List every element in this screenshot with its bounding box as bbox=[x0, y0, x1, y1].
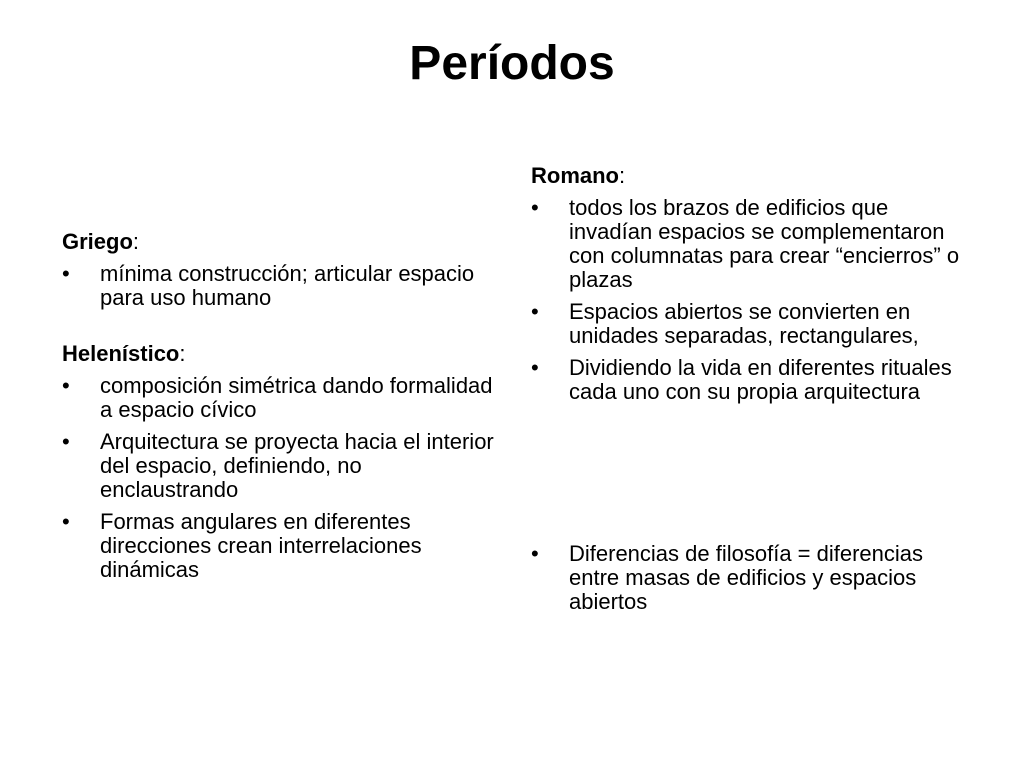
section-heading bbox=[62, 342, 502, 366]
right-column bbox=[531, 164, 961, 634]
bullet-icon: • bbox=[531, 195, 539, 220]
slide-title: Períodos bbox=[409, 37, 615, 90]
heading-colon: : bbox=[179, 341, 186, 366]
section-heading bbox=[531, 164, 961, 188]
heading-colon: : bbox=[132, 229, 140, 254]
bullet-list bbox=[531, 196, 961, 614]
bullet-icon: • bbox=[62, 509, 70, 534]
section-heading bbox=[62, 230, 502, 254]
list-item-text: Diferencias de filosofía = diferencias entre masas de edificios y espacios abiertos bbox=[569, 541, 924, 614]
heading-griego: Griego bbox=[62, 229, 133, 254]
list-item-text: Arquitectura se proyecta hacia el interior del espacio, definiendo, no enclaustrando bbox=[100, 429, 494, 502]
bullet-list bbox=[62, 262, 502, 310]
list-item-text: Espacios abiertos se convierten en unidades separadas, rectangulares, bbox=[569, 299, 919, 348]
bullet-icon: • bbox=[62, 373, 70, 398]
bullet-icon: • bbox=[531, 541, 539, 566]
list-item bbox=[62, 374, 502, 422]
section-romano bbox=[531, 164, 961, 614]
list-item bbox=[531, 542, 961, 614]
bullet-icon: • bbox=[62, 429, 70, 454]
section-griego bbox=[62, 230, 502, 310]
bullet-icon: • bbox=[531, 355, 539, 380]
heading-helenistico: Helenístico bbox=[62, 341, 180, 366]
left-column bbox=[62, 230, 502, 602]
section-helenistico bbox=[62, 342, 502, 582]
bullet-icon: • bbox=[531, 299, 539, 324]
list-item-text: composición simétrica dando formalidad a espacio cívico bbox=[100, 373, 493, 422]
list-item-text: Formas angulares en diferentes direcciones crean interrelaciones dinámicas bbox=[100, 509, 422, 582]
list-item-text: todos los brazos de edificios que invadían espacios se complementaron con columnatas para crear “encierros” o plazas bbox=[569, 195, 960, 292]
heading-colon: : bbox=[619, 163, 626, 188]
list-item bbox=[531, 356, 961, 404]
bullet-list bbox=[62, 374, 502, 582]
list-item-text: mínima construcción; articular espacio para uso humano bbox=[100, 261, 475, 310]
list-item bbox=[62, 430, 502, 502]
list-item bbox=[531, 300, 961, 348]
heading-romano: Romano bbox=[531, 163, 619, 188]
list-item bbox=[62, 510, 502, 582]
list-item-text: Dividiendo la vida en diferentes rituales cada uno con su propia arquitectura bbox=[569, 355, 952, 404]
bullet-icon: • bbox=[62, 261, 70, 286]
list-item bbox=[62, 262, 502, 310]
list-item bbox=[531, 196, 961, 292]
